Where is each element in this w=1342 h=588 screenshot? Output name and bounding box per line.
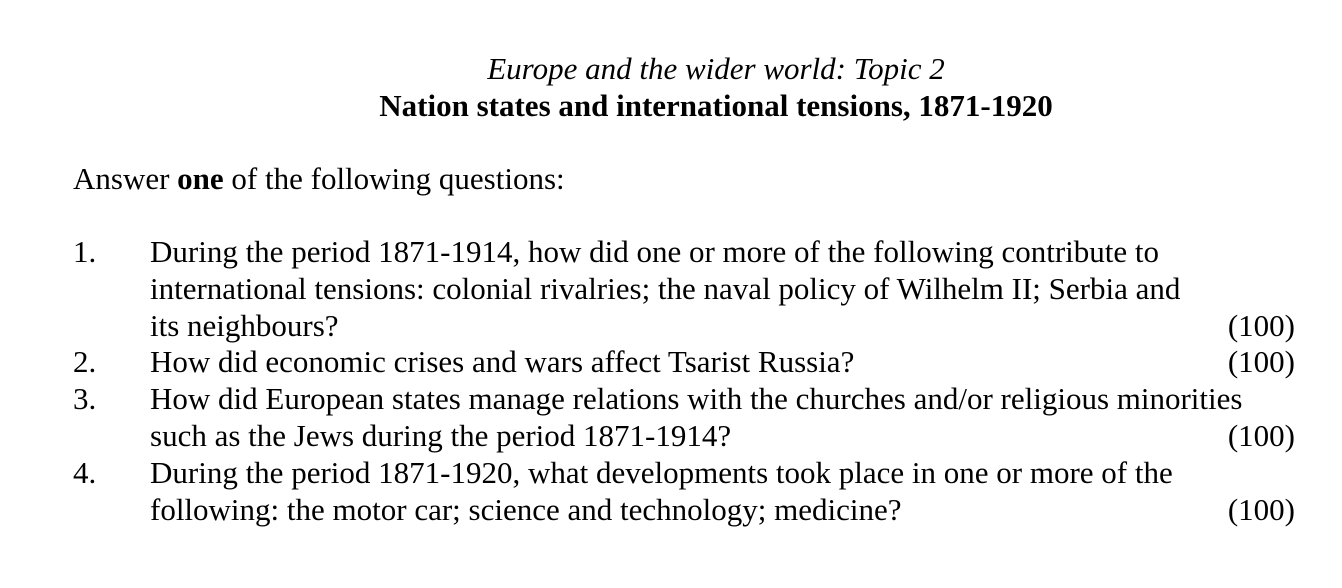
instruction-before: Answer (73, 161, 178, 196)
question-number: 1. (73, 234, 97, 269)
question-line: following: the motor car; science and technology; medicine? (150, 491, 902, 527)
question-number: 3. (73, 381, 97, 417)
question-text (150, 234, 1295, 344)
topic-subtitle: Europe and the wider world: Topic 2 (487, 51, 945, 86)
question-line: How did European states manage relations with the churches and/or religious minorities (150, 381, 1243, 417)
question-2 (73, 344, 1295, 381)
question-1 (73, 234, 1295, 344)
question-last-line (150, 492, 1295, 529)
question-line: During the period 1871-1920, what developments took place in one or more of the (150, 454, 1173, 490)
question-marks: (100) (1227, 417, 1295, 453)
question-last-line (150, 308, 1295, 345)
question-marks: (100) (1227, 307, 1295, 343)
question-last-line (150, 418, 1295, 455)
instruction-emphasis: one (177, 161, 224, 196)
question-last-line (150, 344, 1295, 381)
question-line: international tensions: colonial rivalries; the naval policy of Wilhelm II; Serbia and (150, 270, 1181, 306)
question-marks: (100) (1227, 344, 1295, 380)
instruction-after: of the following questions: (223, 161, 565, 196)
question-4 (73, 455, 1295, 529)
section-title: Nation states and international tensions, 1871-1920 (379, 88, 1053, 123)
question-number: 2. (73, 344, 97, 380)
question-list (73, 234, 1295, 528)
question-marks: (100) (1227, 491, 1295, 527)
question-number: 4. (73, 454, 97, 490)
instruction-text (73, 161, 565, 197)
question-text (150, 455, 1295, 529)
question-line: How did economic crises and wars affect Tsarist Russia? (150, 344, 855, 380)
question-text (150, 381, 1295, 455)
question-line: its neighbours? (150, 307, 339, 343)
question-line: such as the Jews during the period 1871-1914? (150, 417, 732, 453)
question-text (150, 344, 1295, 381)
question-3 (73, 381, 1295, 455)
question-line: During the period 1871-1914, how did one or more of the following contribute to (150, 234, 1160, 269)
